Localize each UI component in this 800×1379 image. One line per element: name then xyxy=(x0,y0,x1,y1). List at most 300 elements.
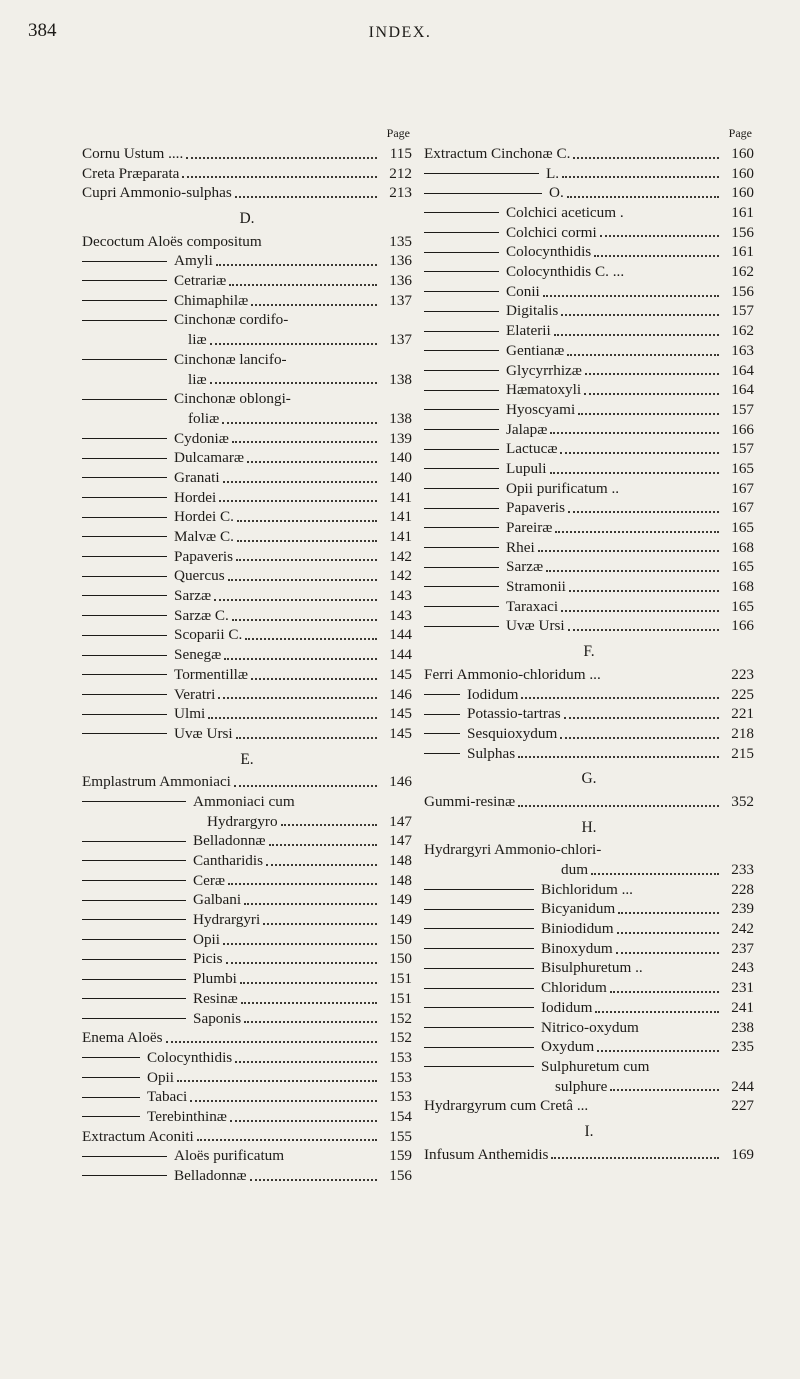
entry-label: Cantharidis xyxy=(193,852,264,870)
page-ref: 159 xyxy=(389,1147,412,1165)
page-ref: 157 xyxy=(731,400,754,418)
page-ref: 135 xyxy=(389,232,412,250)
page-ref: 168 xyxy=(731,538,754,556)
index-entry xyxy=(82,950,412,970)
ditto-rule xyxy=(82,714,167,715)
page-ref: 352 xyxy=(731,792,754,810)
page-ref: 227 xyxy=(731,1097,754,1115)
ditto-rule xyxy=(424,331,499,332)
dot-leader xyxy=(281,824,377,826)
dot-leader xyxy=(251,678,377,680)
index-entry xyxy=(82,251,412,271)
index-entry xyxy=(82,704,412,724)
entry-label: Sarzæ C. xyxy=(174,606,229,624)
index-entry-continuation xyxy=(82,330,412,350)
ditto-rule xyxy=(424,252,499,253)
ditto-rule xyxy=(82,477,167,478)
ditto-rule xyxy=(82,576,167,577)
dot-leader xyxy=(230,1120,377,1122)
dot-leader xyxy=(241,1002,377,1004)
index-entry xyxy=(82,831,412,851)
entry-label: Elaterii xyxy=(506,322,551,340)
dot-leader xyxy=(208,717,377,719)
ditto-rule xyxy=(82,900,186,901)
ditto-rule xyxy=(424,527,499,528)
page-ref: 145 xyxy=(389,665,412,683)
index-entry xyxy=(82,547,412,567)
ditto-rule xyxy=(424,311,499,312)
entry-label: Sarzæ xyxy=(506,558,544,576)
entry-label: Pareiræ xyxy=(506,519,553,537)
index-entry xyxy=(424,203,754,223)
index-entry xyxy=(82,1048,412,1068)
page-ref: 242 xyxy=(731,920,754,938)
dot-leader xyxy=(223,943,377,945)
section-letter: F. xyxy=(583,643,595,661)
index-entry xyxy=(82,311,412,331)
ditto-rule xyxy=(82,801,186,802)
entry-label: Taraxaci xyxy=(506,597,559,615)
ditto-rule xyxy=(82,615,167,616)
ditto-rule xyxy=(424,350,499,351)
index-entry xyxy=(424,242,754,262)
ditto-rule xyxy=(424,271,499,272)
dot-leader xyxy=(555,531,719,533)
dot-leader xyxy=(554,334,719,336)
dot-leader xyxy=(236,559,377,561)
entry-label: Colocynthidis C. ... xyxy=(506,263,625,281)
index-entry xyxy=(424,744,754,764)
entry-label: Ammoniaci cum xyxy=(193,792,295,810)
index-entry xyxy=(424,321,754,341)
ditto-rule xyxy=(82,359,167,360)
page-ref: 151 xyxy=(389,989,412,1007)
index-entry xyxy=(424,998,754,1018)
ditto-rule xyxy=(424,694,460,695)
entry-label: Plumbi xyxy=(193,970,237,988)
entry-label: Senegæ xyxy=(174,646,222,664)
entry-label: Stramonii xyxy=(506,578,566,596)
entry-label: Biniodidum xyxy=(541,920,614,938)
index-entry xyxy=(424,498,754,518)
entry-label: Resinæ xyxy=(193,989,238,1007)
page-ref: 152 xyxy=(389,1009,412,1027)
page-ref: 147 xyxy=(389,812,412,830)
index-entry xyxy=(424,341,754,361)
dot-leader xyxy=(269,844,377,846)
page-ref: 169 xyxy=(731,1145,754,1163)
ditto-rule xyxy=(82,1057,140,1058)
dot-leader xyxy=(210,343,377,345)
entry-label: Colchici cormi xyxy=(506,223,597,241)
index-column-right xyxy=(424,126,754,1164)
ditto-rule xyxy=(424,173,539,174)
page-ref: 163 xyxy=(731,341,754,359)
ditto-rule xyxy=(424,889,534,890)
page-ref: 160 xyxy=(731,144,754,162)
index-entry xyxy=(424,939,754,959)
entry-label: Extractum Aconiti xyxy=(82,1127,194,1145)
dot-leader xyxy=(229,284,377,286)
ditto-rule xyxy=(424,968,534,969)
page-ref: 142 xyxy=(389,567,412,585)
page-ref: 145 xyxy=(389,705,412,723)
dot-leader xyxy=(177,1080,377,1082)
entry-label: Bisulphuretum .. xyxy=(541,959,643,977)
entry-label: Terebinthinæ xyxy=(147,1107,227,1125)
entry-label: Bichloridum ... xyxy=(541,880,633,898)
page-ref: 215 xyxy=(731,744,754,762)
entry-label: Glycyrrhizæ xyxy=(506,361,582,379)
entry-label: Colocynthidis xyxy=(147,1048,233,1066)
page-ref: 166 xyxy=(731,420,754,438)
page-column-label: Page xyxy=(728,126,752,140)
page-ref: 155 xyxy=(389,1127,412,1145)
entry-label: Iodidum xyxy=(467,685,519,703)
page-ref: 136 xyxy=(389,252,412,270)
index-entry xyxy=(424,164,754,184)
dot-leader xyxy=(190,1100,377,1102)
index-entry xyxy=(424,959,754,979)
page-ref: 160 xyxy=(731,184,754,202)
entry-label: Belladonnæ xyxy=(174,1167,247,1185)
dot-leader xyxy=(247,461,377,463)
page-ref: 141 xyxy=(389,508,412,526)
page-ref: 140 xyxy=(389,449,412,467)
ditto-rule xyxy=(424,547,499,548)
dot-leader xyxy=(610,1089,719,1091)
ditto-rule xyxy=(424,409,499,410)
entry-label: Potassio-tartras xyxy=(467,705,561,723)
page-ref: 164 xyxy=(731,361,754,379)
page-ref: 161 xyxy=(731,204,754,222)
page-ref: 140 xyxy=(389,468,412,486)
page-ref: 156 xyxy=(389,1167,412,1185)
index-entry xyxy=(424,262,754,282)
index-entry xyxy=(82,645,412,665)
page-ref: 212 xyxy=(389,164,412,182)
entry-label: Cetrariæ xyxy=(174,272,227,290)
ditto-rule xyxy=(82,1077,140,1078)
entry-label: Malvæ C. xyxy=(174,528,234,546)
index-column-left xyxy=(82,126,412,1186)
index-entry xyxy=(82,468,412,488)
ditto-rule xyxy=(82,635,167,636)
page-ref: 228 xyxy=(731,880,754,898)
page-ref: 162 xyxy=(731,263,754,281)
entry-label: Uvæ Ursi xyxy=(506,617,565,635)
ditto-rule xyxy=(424,909,534,910)
index-entry xyxy=(82,792,412,812)
page-ref: 153 xyxy=(389,1048,412,1066)
page-ref: 157 xyxy=(731,440,754,458)
index-entry xyxy=(82,1068,412,1088)
entry-label: Binoxydum xyxy=(541,939,613,957)
index-entry-continuation xyxy=(82,409,412,429)
dot-leader xyxy=(235,1061,377,1063)
ditto-rule xyxy=(424,1066,534,1067)
index-entry xyxy=(424,1037,754,1057)
index-entry-continuation xyxy=(424,1077,754,1097)
page-ref: 139 xyxy=(389,429,412,447)
index-entry xyxy=(424,557,754,577)
entry-label: Hyoscyami xyxy=(506,400,576,418)
index-entry xyxy=(424,144,754,164)
index-entry xyxy=(82,232,412,252)
ditto-rule xyxy=(82,880,186,881)
dot-leader xyxy=(186,157,377,159)
ditto-rule xyxy=(82,674,167,675)
index-entry xyxy=(82,989,412,1009)
dot-leader xyxy=(584,393,719,395)
index-entry xyxy=(424,1145,754,1165)
dot-leader xyxy=(237,540,377,542)
index-entry xyxy=(82,626,412,646)
index-entry xyxy=(82,1166,412,1186)
page-ref: 145 xyxy=(389,724,412,742)
ditto-rule xyxy=(424,232,499,233)
section-letter: E. xyxy=(240,750,254,768)
ditto-rule xyxy=(424,449,499,450)
entry-label: Hæmatoxyli xyxy=(506,381,582,399)
ditto-rule xyxy=(424,429,499,430)
page-ref: 238 xyxy=(731,1018,754,1036)
index-entry xyxy=(82,429,412,449)
page-ref: 154 xyxy=(389,1107,412,1125)
ditto-rule xyxy=(424,1007,534,1008)
page-ref: 160 xyxy=(731,164,754,182)
entry-label: Opii purificatum .. xyxy=(506,479,620,497)
page-ref: 153 xyxy=(389,1068,412,1086)
page-ref: 162 xyxy=(731,322,754,340)
entry-label: Uvæ Ursi xyxy=(174,724,233,742)
ditto-rule xyxy=(82,536,167,537)
ditto-rule xyxy=(82,1116,140,1117)
index-entry xyxy=(424,361,754,381)
entry-label: Tabaci xyxy=(147,1088,188,1106)
index-entry xyxy=(82,389,412,409)
ditto-rule xyxy=(82,733,167,734)
page-ref: 138 xyxy=(389,409,412,427)
entry-label: Oxydum xyxy=(541,1038,595,1056)
ditto-rule xyxy=(82,694,167,695)
ditto-rule xyxy=(424,586,499,587)
ditto-rule xyxy=(82,860,186,861)
index-entry xyxy=(82,1009,412,1029)
ditto-rule xyxy=(424,1027,534,1028)
dot-leader xyxy=(214,599,377,601)
entry-label: Papaveris xyxy=(174,547,234,565)
ditto-rule xyxy=(424,567,499,568)
page-ref: 241 xyxy=(731,998,754,1016)
index-entry xyxy=(424,665,754,685)
entry-label: Digitalis xyxy=(506,302,559,320)
index-entry xyxy=(82,144,412,164)
page-ref: 149 xyxy=(389,891,412,909)
dot-leader xyxy=(618,912,719,914)
ditto-rule xyxy=(424,390,499,391)
dot-leader xyxy=(550,472,720,474)
entry-label: Papaveris xyxy=(506,499,566,517)
dot-leader xyxy=(166,1041,377,1043)
page-ref: 165 xyxy=(731,597,754,615)
ditto-rule xyxy=(82,1097,140,1098)
entry-label: Nitrico-oxydum xyxy=(541,1018,639,1036)
index-entry xyxy=(82,291,412,311)
entry-label: Galbani xyxy=(193,891,242,909)
index-entry xyxy=(424,724,754,744)
index-entry xyxy=(82,183,412,203)
ditto-rule xyxy=(82,959,186,960)
dot-leader xyxy=(218,697,377,699)
page-ref: 148 xyxy=(389,852,412,870)
index-entry xyxy=(82,851,412,871)
dot-leader xyxy=(235,196,377,198)
index-entry xyxy=(82,724,412,744)
dot-leader xyxy=(244,903,377,905)
entry-label: Opii xyxy=(193,930,221,948)
page-number: 384 xyxy=(28,20,57,41)
index-entry xyxy=(424,282,754,302)
entry-label: Infusum Anthemidis xyxy=(424,1145,549,1163)
dot-leader xyxy=(236,737,377,739)
dot-leader xyxy=(226,962,377,964)
dot-leader xyxy=(561,314,719,316)
entry-label: Quercus xyxy=(174,567,225,585)
dot-leader xyxy=(561,610,719,612)
entry-label: Conii xyxy=(506,282,540,300)
dot-leader xyxy=(564,717,719,719)
page-ref: 239 xyxy=(731,900,754,918)
dot-leader xyxy=(232,441,377,443)
dot-leader xyxy=(251,304,377,306)
page-ref: 166 xyxy=(731,617,754,635)
entry-label: Bicyanidum xyxy=(541,900,616,918)
page-ref: 150 xyxy=(389,950,412,968)
index-entry xyxy=(82,1127,412,1147)
ditto-rule xyxy=(424,508,499,509)
entry-label: Hordei C. xyxy=(174,508,234,526)
entry-label: Picis xyxy=(193,950,223,968)
index-entry xyxy=(82,1107,412,1127)
index-entry xyxy=(82,164,412,184)
page-ref: 137 xyxy=(389,291,412,309)
dot-leader xyxy=(228,883,377,885)
page-ref: 231 xyxy=(731,979,754,997)
dot-leader xyxy=(224,658,377,660)
index-entry xyxy=(82,566,412,586)
page-ref: 225 xyxy=(731,685,754,703)
dot-leader xyxy=(223,481,377,483)
index-entry xyxy=(82,665,412,685)
index-entry xyxy=(424,1018,754,1038)
ditto-rule xyxy=(424,928,534,929)
dot-leader xyxy=(182,176,377,178)
index-entry xyxy=(424,704,754,724)
entry-label: Cupri Ammonio-sulphas xyxy=(82,184,232,202)
ditto-rule xyxy=(424,714,460,715)
entry-label: Hordei xyxy=(174,488,217,506)
entry-label: Emplastrum Ammoniaci xyxy=(82,773,231,791)
ditto-rule xyxy=(424,948,534,949)
entry-label: Ceræ xyxy=(193,871,226,889)
page-ref: 147 xyxy=(389,832,412,850)
entry-label: sulphure xyxy=(555,1077,608,1095)
entry-label: Amyli xyxy=(174,252,213,270)
index-entry xyxy=(82,448,412,468)
index-entry-continuation xyxy=(424,860,754,880)
page-ref: 150 xyxy=(389,930,412,948)
page-ref: 165 xyxy=(731,558,754,576)
page-column-label: Page xyxy=(386,126,410,140)
index-entry xyxy=(424,439,754,459)
dot-leader xyxy=(600,235,719,237)
ditto-rule xyxy=(424,733,460,734)
index-entry xyxy=(424,685,754,705)
entry-label: Belladonnæ xyxy=(193,832,266,850)
ditto-rule xyxy=(82,1018,186,1019)
page-ref: 138 xyxy=(389,370,412,388)
dot-leader xyxy=(562,176,719,178)
dot-leader xyxy=(266,864,377,866)
ditto-rule xyxy=(82,458,167,459)
page-ref: 164 xyxy=(731,381,754,399)
entry-label: Decoctum Aloës compositum xyxy=(82,232,262,250)
entry-label: Dulcamaræ xyxy=(174,449,245,467)
entry-label: liæ xyxy=(188,331,207,349)
index-entry xyxy=(424,840,754,860)
index-entry xyxy=(424,792,754,812)
dot-leader xyxy=(216,264,377,266)
page-ref: 144 xyxy=(389,626,412,644)
index-entry xyxy=(82,1087,412,1107)
page-ref: 146 xyxy=(389,685,412,703)
entry-label: Colchici aceticum . xyxy=(506,204,624,222)
dot-leader xyxy=(591,873,719,875)
index-entry xyxy=(424,479,754,499)
index-entry xyxy=(82,488,412,508)
index-entry xyxy=(82,507,412,527)
dot-leader xyxy=(237,520,377,522)
page-ref: 144 xyxy=(389,646,412,664)
dot-leader xyxy=(597,1050,719,1052)
dot-leader xyxy=(543,295,719,297)
index-entry xyxy=(82,1028,412,1048)
ditto-rule xyxy=(82,320,167,321)
page-ref: 165 xyxy=(731,519,754,537)
page-ref: 244 xyxy=(731,1077,754,1095)
entry-label: Cydoniæ xyxy=(174,429,229,447)
dot-leader xyxy=(567,196,719,198)
page-ref: 237 xyxy=(731,939,754,957)
index-entry xyxy=(82,890,412,910)
page-ref: 221 xyxy=(731,705,754,723)
entry-label: Aloës purificatum xyxy=(174,1147,285,1165)
ditto-rule xyxy=(82,517,167,518)
ditto-rule xyxy=(82,595,167,596)
index-entry xyxy=(424,538,754,558)
entry-label: Lupuli xyxy=(506,459,547,477)
entry-label: Granati xyxy=(174,468,220,486)
dot-leader xyxy=(518,756,719,758)
ditto-rule xyxy=(424,488,499,489)
index-entry xyxy=(424,617,754,637)
page-ref: 143 xyxy=(389,606,412,624)
ditto-rule xyxy=(82,438,167,439)
page-ref: 152 xyxy=(389,1029,412,1047)
page-ref: 168 xyxy=(731,578,754,596)
page-ref: 146 xyxy=(389,773,412,791)
